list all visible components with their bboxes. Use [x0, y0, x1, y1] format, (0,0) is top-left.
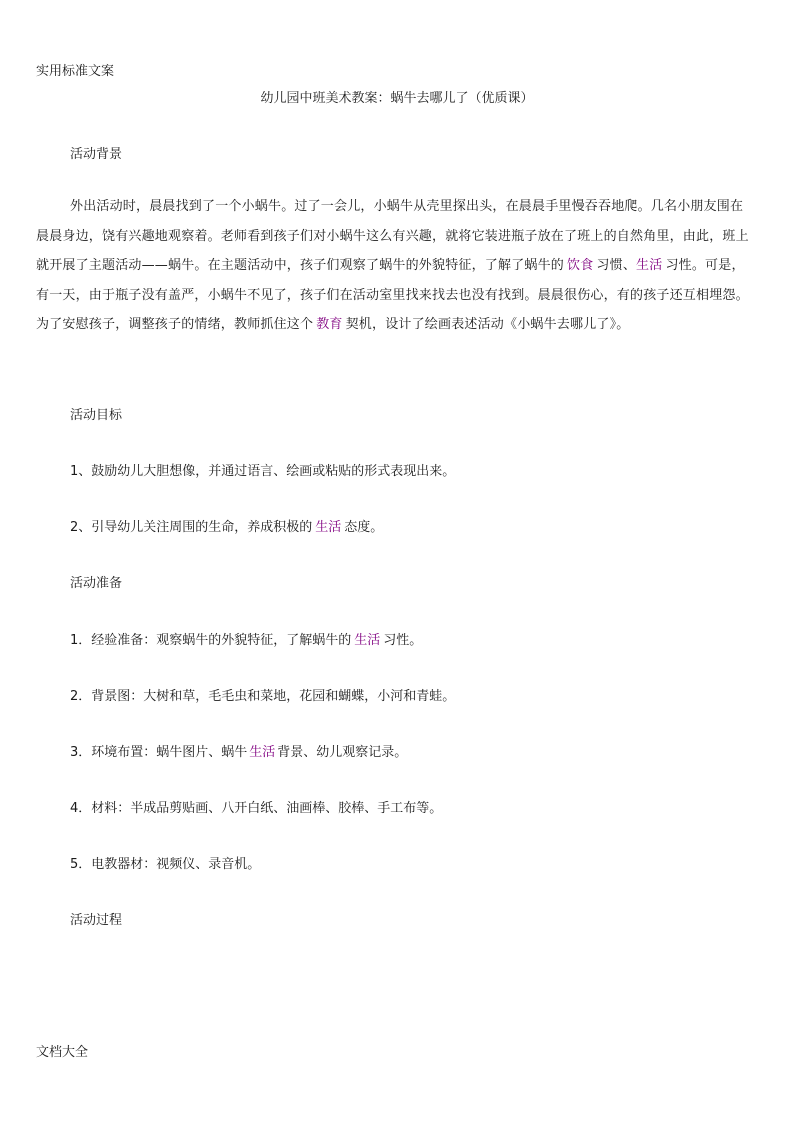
background-text-1: 外出活动时，晨晨找到了一个小蜗牛。过了一会儿，小蜗牛从壳里探出头，在晨晨手里慢吞吞地爬。几名小朋友围在晨晨身边，饶有兴趣地观察着。老师看到孩子们对小蜗牛这么有兴趣，就将它装进瓶子放在了班上的自然角里，由此，班上就开展了主题活动——蜗牛。在主题活动中，孩子们观察了蜗牛的外貌特征，了解了蜗牛的 — [36, 199, 749, 274]
background-text-4: 契机，设计了绘画表述活动《小蜗牛去哪儿了》。 — [345, 317, 630, 333]
section-heading-goals: 活动目标 — [70, 408, 123, 423]
goal-item-1: 1、鼓励幼儿大胆想像，并通过语言、绘画或粘贴的形式表现出来。 — [70, 464, 456, 479]
section-heading-background: 活动背景 — [70, 147, 123, 162]
keyword-link-life[interactable]: 生活 — [315, 520, 342, 535]
document-title: 幼儿园中班美术教案：蜗牛去哪儿了（优质课） — [260, 91, 534, 106]
prep-item-3: 3．环境布置：蜗牛图片、蜗牛 生活 背景、幼儿观察记录。 — [70, 745, 408, 760]
prep-item-4: 4．材料：半成品剪贴画、八开白纸、油画棒、胶棒、手工布等。 — [70, 801, 443, 816]
section-heading-process: 活动过程 — [70, 913, 123, 928]
keyword-link-education[interactable]: 教育 — [316, 317, 343, 333]
keyword-link-life[interactable]: 生活 — [354, 633, 381, 648]
keyword-link-life[interactable]: 生活 — [249, 745, 276, 760]
background-text-3: 习性。可是，有一天，由于瓶子没有盖严，小蜗牛不见了，孩子们在活动室里找来找去也没有找到。晨晨很伤心，有的孩子还互相埋怨。为了安慰孩子，调整孩子的情绪，教师抓住这个 — [36, 258, 749, 333]
prep-item-5: 5．电教器材：视频仪、录音机。 — [70, 857, 261, 872]
background-text-2: 习惯、 — [596, 258, 637, 274]
page-header: 实用标准文案 — [36, 64, 115, 79]
keyword-link-life[interactable]: 生活 — [636, 258, 663, 274]
page-footer: 文档大全 — [36, 1045, 89, 1060]
prep-item-2: 2．背景图：大树和草，毛毛虫和菜地，花园和蝴蝶，小河和青蛙。 — [70, 689, 456, 704]
goal-item-2: 2、引导幼儿关注周围的生命，养成积极的 生活 态度。 — [70, 520, 384, 535]
prep-item-1: 1．经验准备：观察蜗牛的外貌特征，了解蜗牛的 生活 习性。 — [70, 633, 423, 648]
section-heading-preparation: 活动准备 — [70, 576, 123, 591]
keyword-link-diet[interactable]: 饮食 — [567, 258, 594, 274]
background-paragraph — [36, 192, 756, 340]
